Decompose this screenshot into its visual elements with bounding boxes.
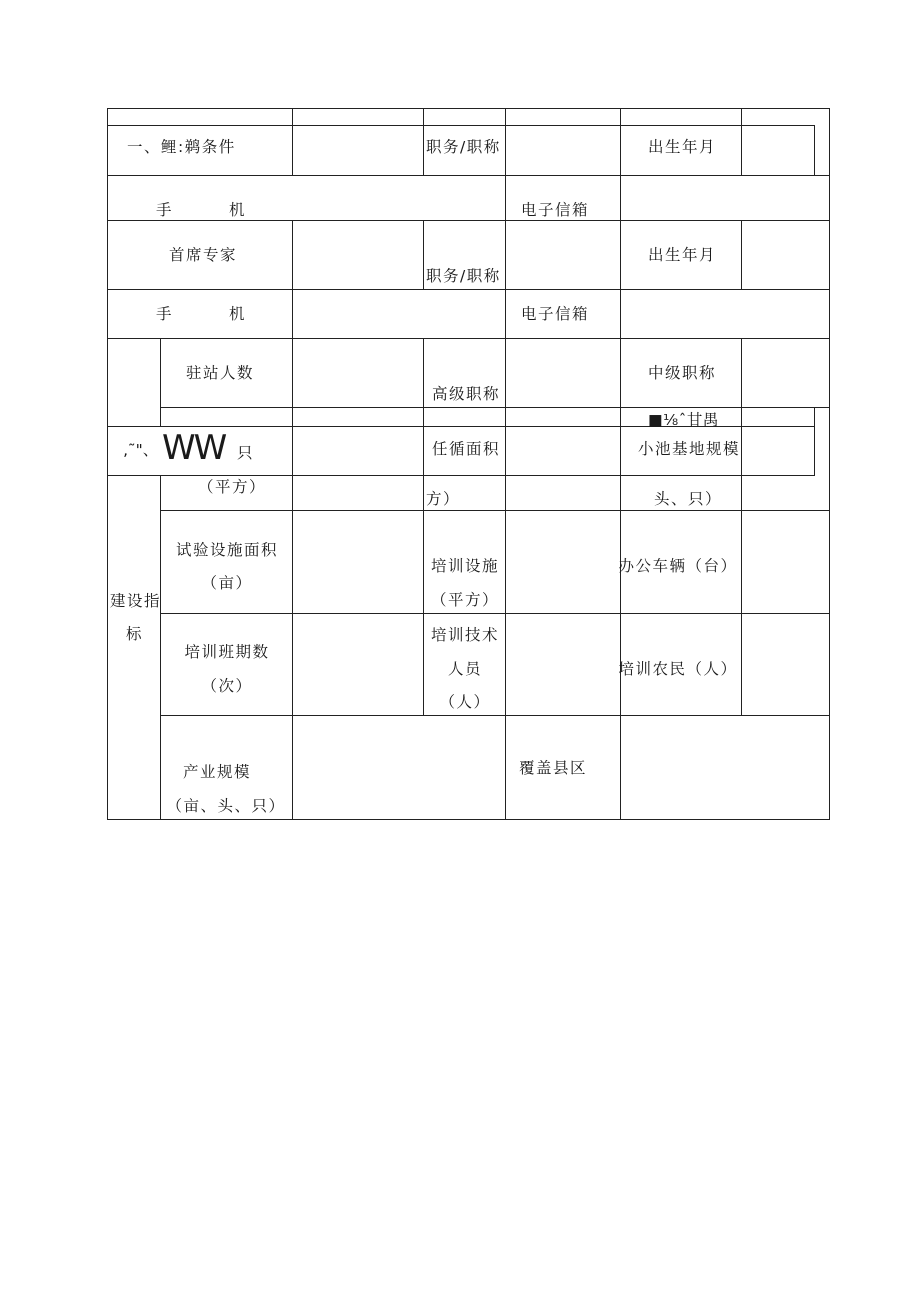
- training-tech-staff-unit: （人）: [439, 693, 491, 711]
- row-divider: [160, 613, 830, 614]
- phone-label-char1: 手: [156, 201, 174, 219]
- construction-indicators-label-1: 建设指: [110, 592, 162, 610]
- area-unit-label: （平方）: [198, 478, 267, 496]
- column-divider: [292, 220, 293, 820]
- pool-base-scale-label: 小池基地规模: [638, 440, 741, 458]
- title-label: 职务/职称: [426, 138, 501, 156]
- column-divider: [160, 338, 161, 427]
- table-border-left: [107, 108, 108, 820]
- area-label: 任循面积: [432, 440, 501, 458]
- leader-condition-label: 一、鲤:鹈条件: [127, 138, 236, 156]
- industry-scale-unit: （亩、头、只）: [166, 797, 286, 815]
- inner-right-border: [814, 407, 815, 476]
- training-sessions-unit: （次）: [201, 677, 253, 695]
- middle-title-label: 中级职称: [648, 364, 717, 382]
- row-divider: [107, 125, 815, 126]
- column-divider: [423, 338, 424, 716]
- test-facility-area-label: 试验设施面积: [175, 541, 279, 559]
- column-divider: [423, 220, 424, 289]
- row-divider: [107, 175, 830, 176]
- column-divider: [741, 338, 742, 716]
- row-divider: [160, 510, 830, 511]
- garbled-suffix: 只: [237, 444, 255, 462]
- phone-label-char2: 机: [229, 201, 247, 219]
- pool-base-unit: 头、只）: [654, 490, 723, 508]
- row-divider: [107, 475, 815, 476]
- table-border-right: [829, 108, 830, 820]
- training-tech-staff-label-1: 培训技术: [430, 626, 500, 644]
- birth-date-label: 出生年月: [648, 246, 717, 264]
- garbled-prefix: ‚˜"、: [123, 441, 159, 459]
- training-sessions-label: 培训班期数: [184, 643, 270, 661]
- trained-farmers-label: 培训农民（人）: [618, 660, 738, 678]
- title-label: 职务/职称: [426, 267, 501, 285]
- training-facility-label: 培训设施: [430, 557, 500, 575]
- garbled-ww: WW: [162, 428, 226, 468]
- row-divider: [160, 407, 830, 408]
- column-divider: [741, 220, 742, 289]
- chief-expert-label: 首席专家: [169, 246, 238, 264]
- email-label: 电子信箱: [521, 305, 590, 323]
- column-divider: [160, 475, 161, 820]
- row-divider: [107, 220, 830, 221]
- row-divider: [160, 715, 830, 716]
- column-divider: [505, 108, 506, 820]
- table-border-bottom: [107, 819, 830, 820]
- table-border-top: [107, 108, 830, 109]
- column-divider: [292, 108, 293, 176]
- row-divider: [107, 289, 830, 290]
- covered-counties-label: 覆盖县区: [518, 759, 588, 777]
- phone-label-char1: 手: [156, 305, 174, 323]
- industry-scale-label: 产业规模: [182, 763, 252, 781]
- office-vehicles-label: 办公车辆（台）: [618, 557, 738, 575]
- garbled-label: ■⅛ˆ甘禺: [648, 411, 719, 429]
- email-label: 电子信箱: [521, 201, 590, 219]
- construction-indicators-label-2: 标: [126, 625, 144, 643]
- senior-title-label: 高级职称: [432, 385, 501, 403]
- training-facility-unit: （平方）: [430, 591, 500, 609]
- training-tech-staff-label-2: 人员: [447, 660, 483, 678]
- column-divider: [423, 108, 424, 176]
- column-divider: [620, 108, 621, 820]
- phone-label-char2: 机: [229, 305, 247, 323]
- station-staff-label: 驻站人数: [186, 364, 255, 382]
- column-divider: [741, 108, 742, 176]
- row-divider: [107, 338, 830, 339]
- inner-right-border: [814, 125, 815, 176]
- birth-date-label: 出生年月: [648, 138, 717, 156]
- test-facility-area-unit: （亩）: [201, 574, 253, 592]
- area-unit-tail: 方）: [426, 490, 461, 508]
